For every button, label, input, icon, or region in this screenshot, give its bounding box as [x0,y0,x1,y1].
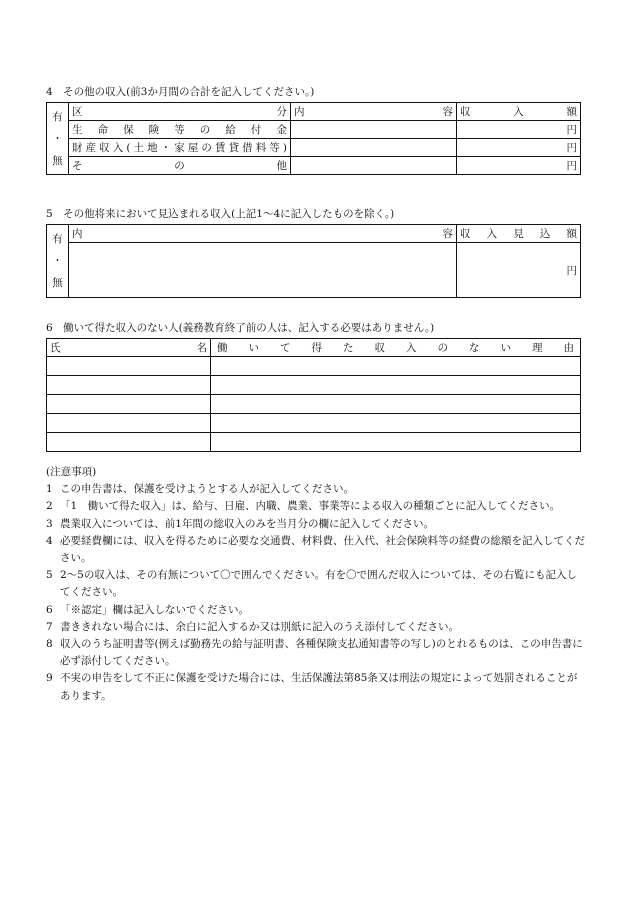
name-input[interactable] [47,395,211,414]
section5-header-naiyo: 内 容 [69,225,457,243]
row-label: そ の 他 [69,157,291,175]
section4-table [46,102,581,175]
section5-presence-toggle[interactable]: 有 ・ 無 [47,225,69,298]
section4-presence-toggle[interactable]: 有 ・ 無 [47,103,69,175]
amount-input[interactable]: 円 [457,157,581,175]
section4-header-kubun: 区 分 [69,103,291,121]
note-item: 6 「※認定」欄は記入しないでください。 [46,603,249,616]
section6-header-reason: 働いて得た収入のない理由 [211,339,581,357]
name-input[interactable] [47,414,211,433]
note-item: 2 「1 働いて得た収入」は、給与、日雇、内職、農業、事業等による収入の種類ごとに記入してください。 [46,500,561,513]
section6-table [46,338,581,452]
section4-header-naiyo: 内 容 [291,103,457,121]
reason-input[interactable] [211,395,581,414]
table-row [47,395,581,414]
note-item: 3 農業収入については、前1年間の総収入のみを当月分の欄に記入してください。 [46,517,434,530]
name-input[interactable] [47,433,211,452]
table-row [47,357,581,376]
notes-heading: (注意事項) [46,466,97,478]
section4-title: 4 その他の収入(前3か月間の合計を記入してください。) [46,86,315,98]
amount-input[interactable]: 円 [457,121,581,139]
table-row [47,139,581,157]
row-label: 財産収入(土地・家屋の賃貸借料等) [69,139,291,157]
row-label: 生命保険等の給付金 [69,121,291,139]
section5-header-amount: 収入見込額 [457,225,581,243]
note-item: 5 2〜5の収入は、その有無について〇で囲んでください。有を〇で囲んだ収入については、その右覧にも記入してください。 [46,569,577,599]
section6-title: 6 働いて得た収入のない人(義務教育終了前の人は、記入する必要はありません。) [46,322,435,334]
table-row [47,157,581,175]
amount-input[interactable]: 円 [457,139,581,157]
naiyo-input[interactable] [69,243,457,298]
naiyo-input[interactable] [291,157,457,175]
section5-table [46,224,581,298]
reason-input[interactable] [211,357,581,376]
section4-header-amount: 収 入 額 [457,103,581,121]
note-item: 8 収入のうち証明書等(例えば勤務先の給与証明書、各種保険支払通知書等の写し)のとれるものは、この申告書に必ず添付してください。 [46,638,583,668]
note-item: 1 この申告書は、保護を受けようとする人が記入してください。 [46,483,354,496]
note-item: 7 書ききれない場合には、余白に記入するか又は別紙に記入のうえ添付してください。 [46,620,459,633]
naiyo-input[interactable] [291,139,457,157]
notes [46,464,586,705]
reason-input[interactable] [211,376,581,395]
name-input[interactable] [47,357,211,376]
section5-title: 5 その他将来において見込まれる収入(上記1〜4に記入したものを除く。) [46,208,395,220]
table-row [47,121,581,139]
section6-header-name: 氏 名 [47,339,211,357]
reason-input[interactable] [211,433,581,452]
note-item: 9 不実の申告をして不正に保護を受けた場合には、生活保護法第85条又は刑法の規定によって処罰されることがあります。 [46,672,578,702]
amount-input[interactable]: 円 [457,243,581,298]
note-item: 4 必要経費欄には、収入を得るために必要な交通費、材料費、仕入代、社会保険料等の経費の総額を記入してください。 [46,534,585,565]
table-row [47,433,581,452]
naiyo-input[interactable] [291,121,457,139]
reason-input[interactable] [211,414,581,433]
table-row [47,376,581,395]
table-row [47,414,581,433]
name-input[interactable] [47,376,211,395]
